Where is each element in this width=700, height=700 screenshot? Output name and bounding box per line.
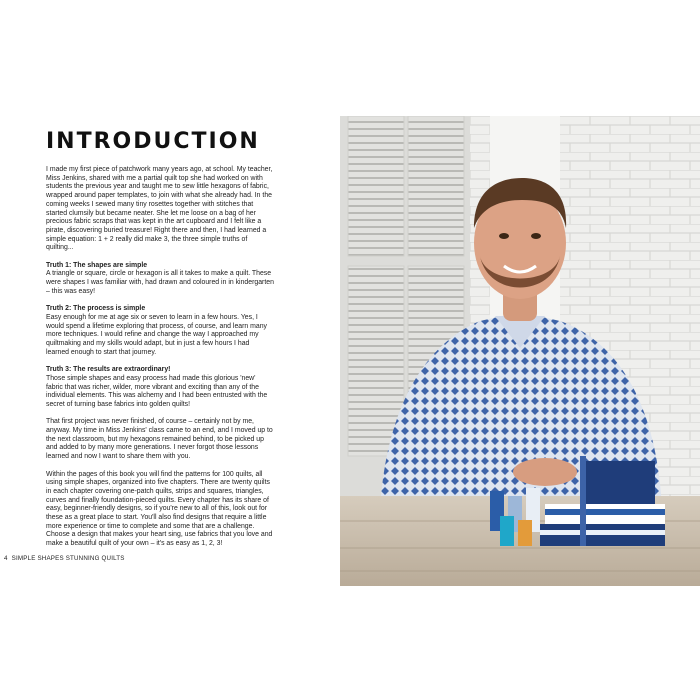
page-footer bbox=[4, 555, 125, 562]
truth-3 bbox=[46, 366, 274, 410]
page-title: INTRODUCTION bbox=[46, 129, 260, 154]
truth-2 bbox=[46, 305, 274, 357]
footer-book-title: SIMPLE SHAPES STUNNING QUILTS bbox=[11, 555, 125, 562]
left-page bbox=[0, 0, 340, 700]
intro-paragraph: I made my first piece of patchwork many years ago, at school. My teacher, Miss Jenkins, shared with me a partial quilt top she had worked on with students the previous year and taught me to sew little hexagons of fabric, wrapped around paper templates, to join with what she already had. In the coming weeks I sewed many tiny rosettes together with stitches that started clumsily but became neater. She let me loose on a bag of her precious fabric scraps that was kept in the art cupboard and I felt like a pirate, discovering buried treasure! Right there and then, I had learned a simple equation: 1 + 2 really did make 3, the three simple truths of quilting... bbox=[46, 166, 273, 252]
truth-1 bbox=[46, 262, 274, 297]
truth-1-text: A triangle or square, circle or hexagon is all it takes to make a quilt. These were shapes I was familiar with, had drawn and coloured in in kindergarten – this was easy! bbox=[46, 270, 274, 295]
book-paragraph: Within the pages of this book you will find the patterns for 100 quilts, all using simple shapes, organized into five chapters. There are twenty quilts in each chapter covering one-patch quilts, strips and squares, triangles, curves and finally foundation-pieced quilts. Every chapter has its share of easy, beginner-friendly designs, so if you're new to all of this, look out for these as a great place to start. You'll also find designs that require a little more experience or time to complete and some that are a challenge. Choose a design that makes your heart sing, use fabrics that you love and make a beautiful quilt of your own – it's as easy as 1, 2, 3! bbox=[46, 470, 273, 548]
truth-1-heading: Truth 1: The shapes are simple bbox=[46, 261, 148, 269]
article-body bbox=[46, 166, 274, 558]
truth-3-heading: Truth 3: The results are extraordinary! bbox=[46, 366, 171, 374]
truth-2-text: Easy enough for me at age six or seven to learn in a few hours. Yes, I would spend a lifetime exploring that process, of course, and learn many more techniques. I would refine and change the way I approached my quiltmaking and my skills would adapt, but in just a few hours I had learned enough to start that journey. bbox=[46, 313, 268, 356]
page-number: 4 bbox=[4, 555, 8, 562]
author-photo bbox=[340, 116, 700, 586]
truth-3-text: Those simple shapes and easy process had made this glorious 'new' fabric that was richer, wilder, more vibrant and exciting than any of the individual elements. This was alchemy and I had been entrusted with the secret of turning base fabrics into golden quilts! bbox=[46, 374, 268, 408]
truth-2-heading: Truth 2: The process is simple bbox=[46, 305, 146, 313]
project-paragraph: That first project was never finished, of course – certainly not by me, anyway. My time in Miss Jenkins' class came to an end, and I moved up to the next classroom, but my hexagons remained behind, to be picked up and added to by many more generations. I never forgot those lessons learned and now I want to share them with you. bbox=[46, 418, 273, 461]
